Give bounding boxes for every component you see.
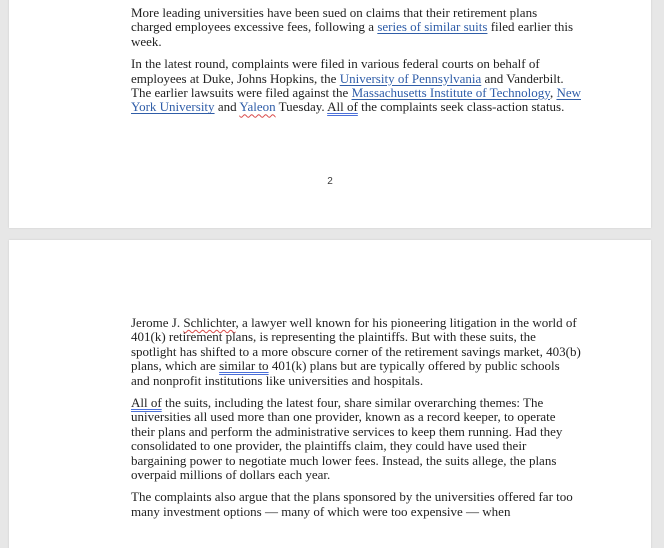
page-2-body xyxy=(131,6,581,123)
link-yale[interactable]: Yaleon xyxy=(239,99,276,115)
paragraph-lawsuits-intro: More leading universities have been sued on claims that their retirement plans charged employees excessive fees, following a series of similar suits filed earlier this week. xyxy=(131,5,574,49)
link-mit[interactable]: Massachusetts Institute of Technology xyxy=(351,85,550,101)
spellcheck-flag-schlichter[interactable]: Schlichter xyxy=(183,315,236,330)
paragraph-latest-round: In the latest round, complaints were filed in various federal courts on behalf of employees at Duke, Johns Hopkins, the University of Pennsylvania and Vanderbilt. The earlier lawsuits were filed against the Massachusetts Institute of Technology, New York University and Yaleon Tuesday. All of the complaints seek class-action status. xyxy=(131,56,581,115)
document-page-3 xyxy=(9,240,651,548)
link-series-of-similar-suits[interactable]: series of similar suits xyxy=(377,19,488,35)
paragraph-overarching-themes: All of the suits, including the latest four, share similar overarching themes: The universities all used more than one provider, known as a record keeper, to operate their plans and perform the administrative services to keep them running. Had they consolidated to one provider, the plaintiffs claim, they could have used their bargaining power to negotiate much lower fees. Instead, the suits allege, the plans overpaid millions of dollars each year. xyxy=(131,395,563,483)
paragraph-schlichter: Jerome J. Schlichter, a lawyer well known for his pioneering litigation in the world of 401(k) retirement plans, is representing the plaintiffs. But with these suits, the spotlight has shifted to a more obscure corner of the retirement savings market, 403(b) plans, which are similar to 401(k) plans but are typically offered by public schools and nonprofit institutions like universities and hospitals. xyxy=(131,315,581,388)
paragraph-investment-options: The complaints also argue that the plans sponsored by the universities offered far too many investment options — many of which were too expensive — when xyxy=(131,489,573,519)
page-3-body xyxy=(131,316,581,527)
grammar-flag-similar-to[interactable]: similar to xyxy=(219,358,269,374)
page-number: 2 xyxy=(327,176,333,187)
grammar-flag-all-of[interactable]: All of xyxy=(327,99,358,115)
document-page-2 xyxy=(9,0,651,228)
grammar-flag-all-of[interactable]: All of xyxy=(131,395,162,411)
link-university-of-pennsylvania[interactable]: University of Pennsylvania xyxy=(339,70,482,86)
link-new-york-university[interactable]: New York University xyxy=(131,85,581,115)
